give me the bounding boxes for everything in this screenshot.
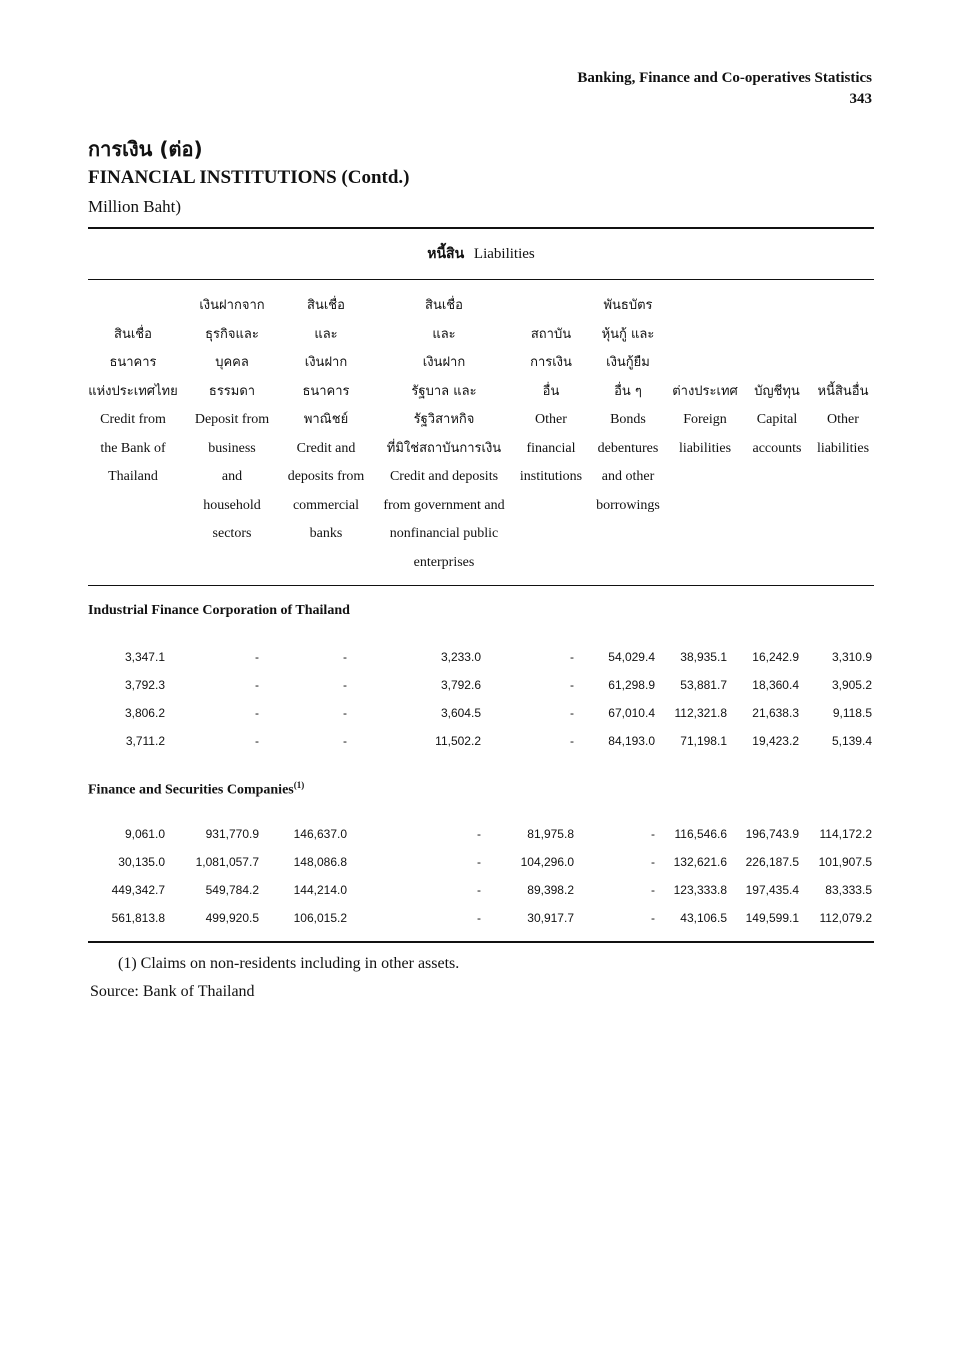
table-cell: - — [343, 734, 347, 748]
column-header-line: เงินฝาก — [304, 355, 348, 370]
page-number: 343 — [849, 91, 872, 107]
table-cell: - — [255, 650, 259, 664]
column-header — [589, 292, 667, 520]
table-cell: 3,233.0 — [440, 650, 481, 664]
column-header-line: accounts — [752, 440, 802, 456]
column-header-line: อื่น — [542, 383, 560, 399]
column-header-line: Thailand — [108, 469, 158, 484]
column-header-line: debentures — [597, 440, 659, 456]
table-cell: 9,061.0 — [124, 827, 165, 841]
table-cell: 3,792.6 — [440, 678, 481, 692]
table-cell: 84,193.0 — [608, 734, 655, 748]
column-header-line: รัฐบาล และ — [411, 383, 477, 399]
liabilities-header — [88, 243, 874, 265]
table-cell: 43,106.5 — [680, 911, 727, 925]
table-cell: - — [477, 883, 481, 897]
column-header — [813, 378, 873, 464]
table-cell: 123,333.8 — [673, 883, 727, 897]
column-header — [85, 321, 181, 492]
column-header-line: เงินฝาก — [422, 355, 466, 370]
column-header-line: and other — [601, 469, 655, 484]
table-cell: 116,546.6 — [674, 827, 727, 841]
column-header-line: หุ้นกู้ และ — [601, 326, 655, 342]
table-cell: 38,935.1 — [680, 650, 727, 664]
table-cell: 144,214.0 — [293, 883, 347, 897]
column-header-line: financial — [526, 440, 576, 456]
running-header-title: Banking, Finance and Co-operatives Statistics — [577, 70, 872, 86]
column-header-line: Capital — [756, 412, 798, 427]
column-header-line: ธนาคาร — [109, 355, 157, 370]
table-cell: 112,079.2 — [819, 911, 872, 925]
table-cell: - — [570, 650, 574, 664]
column-header — [280, 292, 372, 549]
column-header-line: household — [203, 497, 261, 513]
column-header-line: Deposit from — [194, 412, 270, 427]
column-header-line: ธุรกิจและ — [205, 326, 259, 342]
table-cell: - — [651, 827, 655, 841]
column-header-line: liabilities — [678, 440, 732, 456]
table-cell: 132,621.6 — [673, 855, 727, 869]
table-cell: - — [255, 734, 259, 748]
table-cell: 3,905.2 — [831, 678, 872, 692]
column-header-line: business — [208, 440, 256, 456]
table-cell: 61,298.9 — [608, 678, 655, 692]
column-header — [184, 292, 280, 549]
table-cell: 54,029.4 — [608, 650, 655, 664]
column-header-line: สินเชื่อ — [425, 298, 463, 313]
column-header-line: Foreign — [683, 412, 727, 427]
title-block — [88, 136, 410, 220]
liabilities-header-thai: หนี้สิน — [427, 246, 465, 262]
table-cell: 5,139.4 — [831, 734, 872, 748]
column-header-line: ธรรมดา — [208, 383, 256, 399]
title-english: FINANCIAL INSTITUTIONS (Contd.) — [88, 167, 410, 188]
column-header-line: บุคคล — [215, 355, 249, 370]
table-cell: 71,198.1 — [680, 734, 727, 748]
table-cell: 89,398.2 — [527, 883, 574, 897]
table-cell: - — [651, 911, 655, 925]
column-header-line: บัญชีทุน — [754, 383, 800, 399]
column-header-line: Credit and deposits — [389, 469, 499, 484]
table-cell: - — [255, 706, 259, 720]
column-header-line: Bonds — [610, 412, 646, 427]
table-cell: 19,423.2 — [752, 734, 799, 748]
column-header-line: sectors — [212, 526, 252, 541]
table-cell: 18,360.4 — [752, 678, 799, 692]
table-cell: 106,015.2 — [293, 911, 347, 925]
column-header-line: enterprises — [413, 554, 475, 570]
column-header-line: commercial — [292, 497, 360, 513]
table-bottom-rule — [88, 941, 874, 943]
running-header — [577, 68, 872, 110]
section-title — [88, 780, 304, 799]
column-header-line: สินเชื่อ — [307, 298, 345, 313]
header-divider-rule — [88, 279, 874, 280]
column-header-line: borrowings — [596, 497, 660, 513]
table-cell: 30,135.0 — [118, 855, 165, 869]
table-cell: 148,086.8 — [293, 855, 347, 869]
column-header-line: พันธบัตร — [603, 298, 653, 313]
table-cell: - — [343, 678, 347, 692]
column-header-line: from government and — [383, 497, 505, 513]
table-cell: 549,784.2 — [205, 883, 259, 897]
liabilities-header-en: Liabilities — [473, 246, 535, 262]
table-cell: 3,347.1 — [124, 650, 165, 664]
column-header-line: Credit and — [296, 440, 356, 456]
table-cell: 101,907.5 — [818, 855, 872, 869]
table-cell: 196,743.9 — [745, 827, 799, 841]
table-cell: 112,321.8 — [674, 706, 727, 720]
column-header-line: สถาบัน — [530, 326, 572, 342]
table-cell: - — [651, 883, 655, 897]
section-title-text: Finance and Securities Companies — [88, 782, 294, 798]
column-header-line: รัฐวิสาหกิจ — [413, 412, 475, 427]
column-header — [744, 378, 810, 464]
table-cell: - — [477, 855, 481, 869]
table-cell: 3,792.3 — [124, 678, 165, 692]
column-header-line: ต่างประเทศ — [672, 383, 738, 399]
table-cell: - — [343, 706, 347, 720]
column-header-line: ธนาคาร — [302, 383, 350, 399]
column-header-line: the Bank of — [100, 440, 166, 456]
section-title — [88, 603, 350, 619]
table-cell: 21,638.3 — [752, 706, 799, 720]
column-header-line: เงินกู้ยืม — [606, 355, 650, 370]
table-cell: 114,172.2 — [819, 827, 872, 841]
table-cell: 226,187.5 — [745, 855, 799, 869]
table-cell: 9,118.5 — [832, 706, 872, 720]
table-cell: 53,881.7 — [680, 678, 727, 692]
column-header-line: แห่งประเทศไทย — [88, 383, 178, 399]
column-header-line: สินเชื่อ — [114, 326, 152, 342]
column-header-line: Credit from — [100, 412, 166, 427]
unit-label: Million Baht) — [88, 197, 182, 216]
footnote: (1) Claims on non-residents including in other assets. — [118, 955, 460, 972]
table-cell: 146,637.0 — [293, 827, 347, 841]
table-cell: 3,604.5 — [440, 706, 481, 720]
column-header — [667, 378, 743, 464]
table-cell: 197,435.4 — [745, 883, 799, 897]
table-cell: - — [477, 827, 481, 841]
table-cell: - — [477, 911, 481, 925]
table-cell: 104,296.0 — [520, 855, 574, 869]
column-header-line: เงินฝากจาก — [199, 298, 265, 313]
column-header-line: อื่น ๆ — [614, 383, 642, 399]
table-cell: 67,010.4 — [608, 706, 655, 720]
table-cell: - — [255, 678, 259, 692]
table-cell: 83,333.5 — [825, 883, 872, 897]
column-header-line: การเงิน — [530, 355, 572, 370]
column-header-line: Other — [535, 412, 567, 427]
column-header — [514, 321, 588, 492]
column-header-line: และ — [432, 326, 456, 342]
column-header-line: และ — [314, 326, 338, 342]
table-cell: 16,242.9 — [752, 650, 799, 664]
table-cell: 3,806.2 — [124, 706, 165, 720]
table-cell: - — [570, 734, 574, 748]
table-cell: 149,599.1 — [745, 911, 799, 925]
table-cell: - — [570, 678, 574, 692]
column-header — [374, 292, 514, 577]
footnote-marker: (1) — [293, 780, 305, 790]
title-thai: การเงิน (ต่อ) — [88, 137, 203, 161]
column-header-line: พาณิชย์ — [303, 412, 349, 427]
column-header-line: Other — [827, 412, 859, 427]
column-header-line: deposits from — [287, 469, 365, 484]
table-cell: 3,310.9 — [831, 650, 872, 664]
table-cell: 499,920.5 — [205, 911, 259, 925]
table-cell: 1,081,057.7 — [195, 855, 259, 869]
source-note: Source: Bank of Thailand — [90, 983, 255, 1000]
table-cell: 81,975.8 — [527, 827, 574, 841]
column-header-line: ที่มิใช่สถาบันการเงิน — [386, 440, 502, 456]
column-header-line: banks — [309, 526, 343, 541]
column-header-line: liabilities — [816, 440, 870, 456]
header-bottom-rule — [88, 585, 874, 586]
table-cell: - — [343, 650, 347, 664]
table-cell: 931,770.9 — [205, 827, 259, 841]
section-title-text: Industrial Finance Corporation of Thailand — [88, 603, 350, 618]
table-cell: - — [651, 855, 655, 869]
table-cell: 561,813.8 — [111, 911, 165, 925]
column-header-line: หนี้สินอื่น — [817, 383, 869, 399]
table-cell: 449,342.7 — [111, 883, 165, 897]
table-top-rule — [88, 227, 874, 229]
table-cell: 30,917.7 — [527, 911, 574, 925]
table-cell: 11,502.2 — [435, 734, 481, 748]
column-header-line: and — [221, 469, 243, 484]
column-header-line: institutions — [519, 469, 583, 484]
table-cell: 3,711.2 — [125, 734, 165, 748]
table-cell: - — [570, 706, 574, 720]
column-header-line: nonfinancial public — [389, 526, 499, 541]
